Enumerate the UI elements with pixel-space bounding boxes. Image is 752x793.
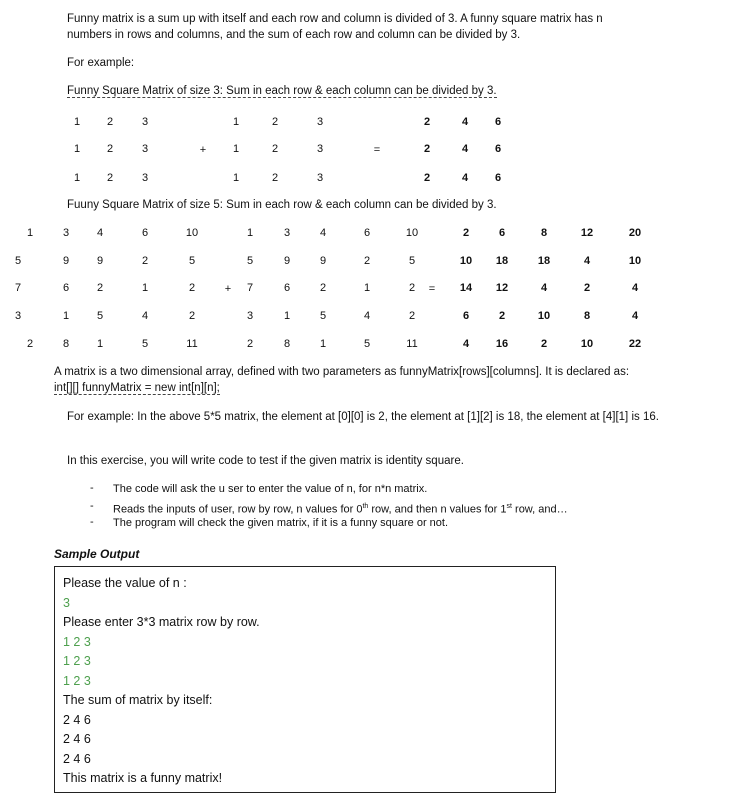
bullet-text-2-pre: Reads the inputs of user, row by row, n values for 0 xyxy=(113,503,363,516)
matrix5-a-cell: 9 xyxy=(96,255,104,267)
matrix5-r-cell: 16 xyxy=(495,338,509,350)
definition-line-2 xyxy=(54,381,220,395)
matrix5-b-cell: 9 xyxy=(319,255,327,267)
matrix5-r-cell: 2 xyxy=(498,310,506,322)
equals-sign: = xyxy=(373,144,381,156)
matrix5-a-cell: 4 xyxy=(141,310,149,322)
matrix5-b-cell: 10 xyxy=(405,227,419,239)
matrix5-b-cell: 2 xyxy=(408,282,416,294)
bullet-marker-1: - xyxy=(90,482,94,494)
matrix5-r-cell: 12 xyxy=(580,227,594,239)
output-line: Please the value of n : xyxy=(63,576,187,590)
plus-sign: + xyxy=(199,144,207,156)
size3-heading xyxy=(67,84,497,98)
matrix5-a-cell: 2 xyxy=(96,282,104,294)
matrix5-r-cell: 4 xyxy=(462,338,470,350)
matrix3-b-cell: 3 xyxy=(316,172,324,184)
matrix5-a-cell: 10 xyxy=(185,227,199,239)
bullet-text-2 xyxy=(113,500,568,517)
matrix5-a-cell: 6 xyxy=(141,227,149,239)
matrix3-a-cell: 1 xyxy=(73,172,81,184)
matrix5-b-cell: 4 xyxy=(319,227,327,239)
matrix3-r-cell: 6 xyxy=(494,143,502,155)
bullet-text-3: The program will check the given matrix, if it is a funny square or not. xyxy=(113,517,449,529)
matrix3-a-cell: 3 xyxy=(141,172,149,184)
matrix3-a-cell: 2 xyxy=(106,143,114,155)
matrix5-r-cell: 2 xyxy=(462,227,470,239)
matrix3-b-cell: 2 xyxy=(271,116,279,128)
bullet-text-2-sup2: st xyxy=(506,503,512,510)
matrix3-b-cell: 3 xyxy=(316,143,324,155)
bullet-text-2-sup1: th xyxy=(362,503,369,510)
output-line: 2 4 6 xyxy=(63,732,91,746)
matrix5-b-cell: 11 xyxy=(406,338,418,350)
matrix5-b-cell: 6 xyxy=(283,282,291,294)
intro-line-1: Funny matrix is a sum up with itself and each row and column is divided of 3. A funny square matrix has n xyxy=(67,13,603,25)
matrix5-r-cell: 22 xyxy=(628,338,642,350)
matrix3-b-cell: 1 xyxy=(232,172,240,184)
matrix5-b-cell: 4 xyxy=(363,310,371,322)
matrix5-b-cell: 3 xyxy=(283,227,291,239)
matrix5-r-cell: 6 xyxy=(498,227,506,239)
matrix5-row-label: 3 xyxy=(14,310,22,322)
size3-heading-text: Funny Square Matrix of size 3: Sum in each row & each column can be divided by 3. xyxy=(67,85,497,97)
output-line: 1 2 3 xyxy=(63,673,91,688)
matrix5-b-cell: 6 xyxy=(363,227,371,239)
bullet-text-2-mid: row, and then n values for 1 xyxy=(368,503,507,516)
matrix5-r-cell: 4 xyxy=(631,310,639,322)
matrix5-r-cell: 20 xyxy=(628,227,642,239)
output-line: Please enter 3*3 matrix row by row. xyxy=(63,615,260,629)
matrix5-r-cell: 8 xyxy=(583,310,591,322)
matrix3-a-cell: 2 xyxy=(106,172,114,184)
matrix5-b-cell: 1 xyxy=(363,282,371,294)
intro-line-2: numbers in rows and columns, and the sum of each row and column can be divided by 3. xyxy=(67,29,521,41)
matrix3-b-cell: 1 xyxy=(232,116,240,128)
matrix5-r-cell: 4 xyxy=(631,282,639,294)
matrix5-b-cell: 1 xyxy=(246,227,254,239)
matrix5-b-cell: 2 xyxy=(408,310,416,322)
bullet-marker-3: - xyxy=(90,516,94,528)
matrix5-b-cell: 5 xyxy=(408,255,416,267)
matrix3-a-cell: 1 xyxy=(73,143,81,155)
matrix5-b-cell: 3 xyxy=(246,310,254,322)
matrix3-a-cell: 1 xyxy=(73,116,81,128)
matrix5-b-cell: 1 xyxy=(283,310,291,322)
matrix3-r-cell: 4 xyxy=(461,143,469,155)
matrix5-r-cell: 10 xyxy=(580,338,594,350)
matrix3-a-cell: 2 xyxy=(106,116,114,128)
matrix5-r-cell: 10 xyxy=(537,310,551,322)
matrix5-r-cell: 12 xyxy=(495,282,509,294)
matrix5-r-cell: 14 xyxy=(459,282,473,294)
matrix5-r-cell: 10 xyxy=(459,255,473,267)
bullet-text-2-post: row, and… xyxy=(511,503,568,516)
matrix3-r-cell: 2 xyxy=(423,172,431,184)
matrix5-a-cell: 1 xyxy=(62,310,70,322)
matrix3-b-cell: 2 xyxy=(271,172,279,184)
matrix5-row-label: 1 xyxy=(26,227,34,239)
matrix5-a-cell: 1 xyxy=(96,338,104,350)
matrix5-a-cell: 1 xyxy=(141,282,149,294)
matrix5-a-cell: 5 xyxy=(188,255,196,267)
matrix5-row-label: 2 xyxy=(26,338,34,350)
matrix5-a-cell: 5 xyxy=(96,310,104,322)
matrix3-r-cell: 2 xyxy=(423,116,431,128)
matrix5-b-cell: 2 xyxy=(246,338,254,350)
matrix5-a-cell: 3 xyxy=(62,227,70,239)
matrix5-row-label: 5 xyxy=(14,255,22,267)
matrix3-b-cell: 3 xyxy=(316,116,324,128)
matrix5-a-cell: 2 xyxy=(188,310,196,322)
matrix5-a-cell: 11 xyxy=(186,338,198,350)
matrix5-row-label: 7 xyxy=(14,282,22,294)
matrix5-r-cell: 10 xyxy=(628,255,642,267)
output-line: 2 4 6 xyxy=(63,751,91,766)
matrix5-b-cell: 5 xyxy=(246,255,254,267)
output-line: 2 4 6 xyxy=(63,712,91,727)
output-line: 3 xyxy=(63,595,70,610)
matrix3-r-cell: 4 xyxy=(461,116,469,128)
sample-output-box xyxy=(54,566,556,793)
matrix5-a-cell: 9 xyxy=(62,255,70,267)
definition-code: int[][] funnyMatrix = new int[n][n]; xyxy=(54,382,220,394)
matrix5-r-cell: 4 xyxy=(540,282,548,294)
exercise-text: In this exercise, you will write code to test if the given matrix is identity square. xyxy=(67,455,464,467)
matrix5-r-cell: 6 xyxy=(462,310,470,322)
matrix5-a-cell: 5 xyxy=(141,338,149,350)
matrix5-r-cell: 2 xyxy=(583,282,591,294)
matrix5-b-cell: 2 xyxy=(319,282,327,294)
definition-line-1: A matrix is a two dimensional array, defined with two parameters as funnyMatrix[rows][columns]. It is declared as: xyxy=(54,366,630,378)
example-note: For example: In the above 5*5 matrix, the element at [0][0] is 2, the element at [1][2] is 18, the element at [4][1] is 16. xyxy=(67,411,659,423)
matrix5-b-cell: 2 xyxy=(363,255,371,267)
matrix5-r-cell: 2 xyxy=(540,338,548,350)
matrix5-b-cell: 7 xyxy=(246,282,254,294)
size5-heading: Fuuny Square Matrix of size 5: Sum in each row & each column can be divided by 3. xyxy=(67,199,497,211)
plus-sign-5: + xyxy=(224,283,232,295)
matrix3-r-cell: 6 xyxy=(494,116,502,128)
matrix5-b-cell: 1 xyxy=(319,338,327,350)
matrix5-b-cell: 9 xyxy=(283,255,291,267)
equals-sign-5: = xyxy=(428,283,436,295)
matrix3-a-cell: 3 xyxy=(141,116,149,128)
matrix3-b-cell: 1 xyxy=(232,143,240,155)
matrix3-r-cell: 6 xyxy=(494,172,502,184)
sample-output-title: Sample Output xyxy=(54,547,140,561)
matrix3-r-cell: 2 xyxy=(423,143,431,155)
matrix5-b-cell: 5 xyxy=(319,310,327,322)
matrix5-a-cell: 8 xyxy=(62,338,70,350)
matrix5-a-cell: 2 xyxy=(188,282,196,294)
matrix3-a-cell: 3 xyxy=(141,143,149,155)
matrix5-r-cell: 4 xyxy=(583,255,591,267)
output-line: This matrix is a funny matrix! xyxy=(63,771,223,785)
for-example-label: For example: xyxy=(67,57,135,69)
matrix5-a-cell: 2 xyxy=(141,255,149,267)
output-line: The sum of matrix by itself: xyxy=(63,693,213,707)
matrix5-r-cell: 8 xyxy=(540,227,548,239)
matrix5-b-cell: 5 xyxy=(363,338,371,350)
bullet-text-1: The code will ask the u ser to enter the value of n, for n*n matrix. xyxy=(113,483,428,495)
output-line: 1 2 3 xyxy=(63,654,91,668)
matrix5-r-cell: 18 xyxy=(495,255,509,267)
matrix3-b-cell: 2 xyxy=(271,143,279,155)
output-line: 1 2 3 xyxy=(63,634,91,649)
bullet-marker-2: - xyxy=(90,500,94,512)
matrix5-r-cell: 18 xyxy=(537,255,551,267)
matrix5-a-cell: 6 xyxy=(62,282,70,294)
matrix5-b-cell: 8 xyxy=(283,338,291,350)
matrix5-a-cell: 4 xyxy=(96,227,104,239)
matrix3-r-cell: 4 xyxy=(461,172,469,184)
